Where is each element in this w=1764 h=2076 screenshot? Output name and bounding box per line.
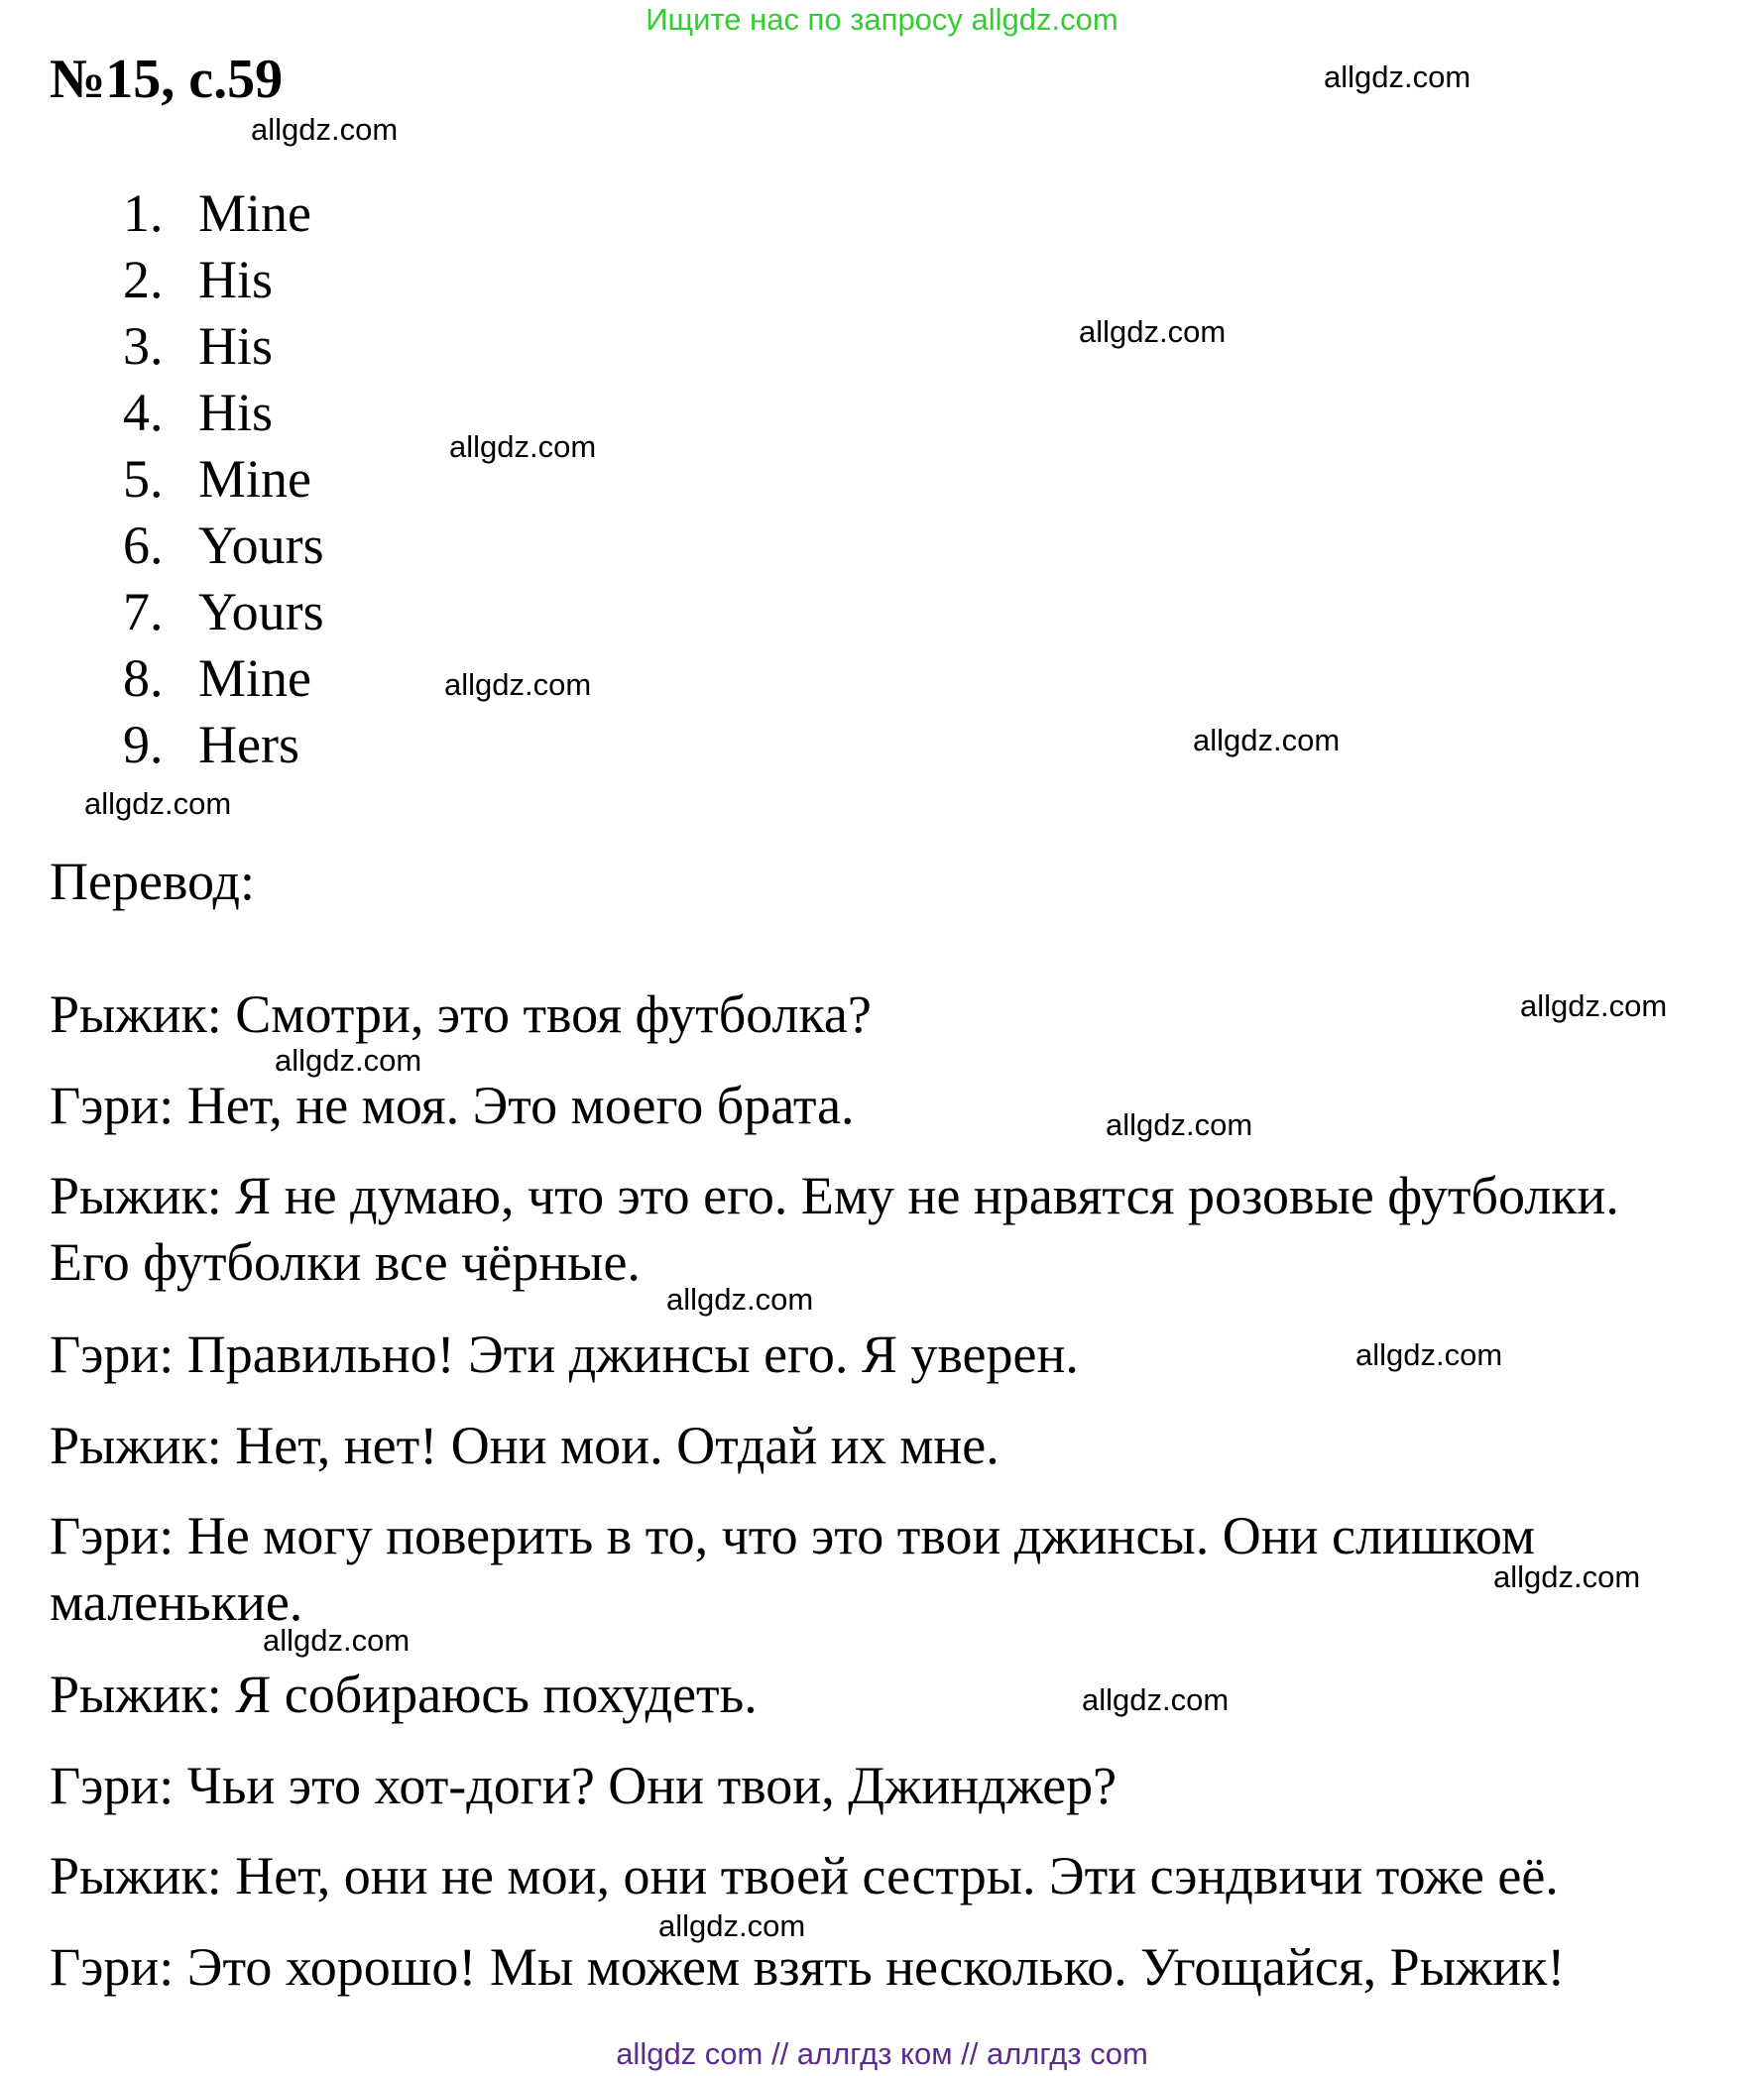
dialogue-line: Рыжик: Я собираюсь похудеть.	[50, 1665, 758, 1724]
answer-number: 7.	[123, 582, 164, 641]
dialogue-line: Его футболки все чёрные.	[50, 1232, 641, 1292]
answer-number: 2.	[123, 250, 164, 309]
answer-word: His	[198, 383, 274, 442]
list-item	[123, 313, 324, 380]
dialogue-line: Рыжик: Я не думаю, что это его. Ему не нравятся розовые футболки.	[50, 1166, 1619, 1225]
translation-heading: Перевод:	[50, 852, 255, 911]
answer-word: Mine	[198, 449, 311, 509]
watermark: allgdz.com	[251, 112, 399, 147]
dialogue-line: Гэри: Нет, не моя. Это моего брата.	[50, 1076, 855, 1135]
dialogue-line: Рыжик: Смотри, это твоя футболка?	[50, 984, 872, 1044]
watermark: allgdz.com	[444, 667, 592, 702]
dialogue-line: Гэри: Это хорошо! Мы можем взять несколько. Угощайся, Рыжик!	[50, 1937, 1566, 1997]
watermark: allgdz.com	[1355, 1337, 1503, 1372]
dialogue-line: Рыжик: Нет, нет! Они мои. Отдай их мне.	[50, 1416, 1000, 1475]
watermark: allgdz.com	[1106, 1107, 1253, 1142]
watermark: allgdz.com	[1493, 1559, 1641, 1594]
watermark: allgdz.com	[658, 1908, 806, 1943]
answer-number: 6.	[123, 516, 164, 575]
dialogue-line: Гэри: Чьи это хот-доги? Они твои, Джинджер?	[50, 1756, 1117, 1815]
watermark: allgdz.com	[449, 429, 597, 464]
list-item	[123, 380, 324, 446]
dialogue-line: Рыжик: Нет, они не мои, они твоей сестры. Эти сэндвичи тоже её.	[50, 1846, 1559, 1905]
dialogue-line: Гэри: Не могу поверить в то, что это твои джинсы. Они слишком	[50, 1506, 1536, 1565]
answer-word: His	[198, 316, 274, 376]
watermark: allgdz.com	[84, 786, 232, 821]
watermark: allgdz.com	[1520, 988, 1668, 1023]
watermark: allgdz.com	[275, 1043, 422, 1078]
answer-word: Hers	[198, 715, 299, 774]
watermark: allgdz.com	[263, 1623, 411, 1658]
answer-word: Mine	[198, 648, 311, 708]
watermark: allgdz.com	[1193, 723, 1341, 757]
list-item	[123, 446, 324, 513]
watermark: allgdz.com	[666, 1282, 814, 1317]
answer-number: 9.	[123, 715, 164, 774]
list-item	[123, 247, 324, 313]
list-item	[123, 180, 324, 247]
footer-credits: allgdz com // аллгдз ком // аллгдз com	[616, 2036, 1148, 2071]
watermark: allgdz.com	[1324, 59, 1471, 94]
watermark: allgdz.com	[1079, 314, 1227, 349]
answer-number: 8.	[123, 648, 164, 708]
answer-number: 3.	[123, 316, 164, 376]
dialogue-line: маленькие.	[50, 1572, 303, 1632]
dialogue-line: Гэри: Правильно! Эти джинсы его. Я уверен.	[50, 1325, 1079, 1384]
answer-number: 5.	[123, 449, 164, 509]
answer-word: Yours	[198, 516, 324, 575]
answer-word: Yours	[198, 582, 324, 641]
answer-word: His	[198, 250, 274, 309]
answer-number: 4.	[123, 383, 164, 442]
list-item	[123, 712, 324, 778]
answer-list	[123, 180, 324, 778]
list-item	[123, 645, 324, 712]
list-item	[123, 579, 324, 645]
top-banner: Ищите нас по запросу allgdz.com	[646, 2, 1118, 37]
answer-word: Mine	[198, 183, 311, 243]
answer-number: 1.	[123, 183, 164, 243]
list-item	[123, 513, 324, 579]
page-title: №15, с.59	[50, 49, 284, 110]
watermark: allgdz.com	[1082, 1682, 1230, 1717]
